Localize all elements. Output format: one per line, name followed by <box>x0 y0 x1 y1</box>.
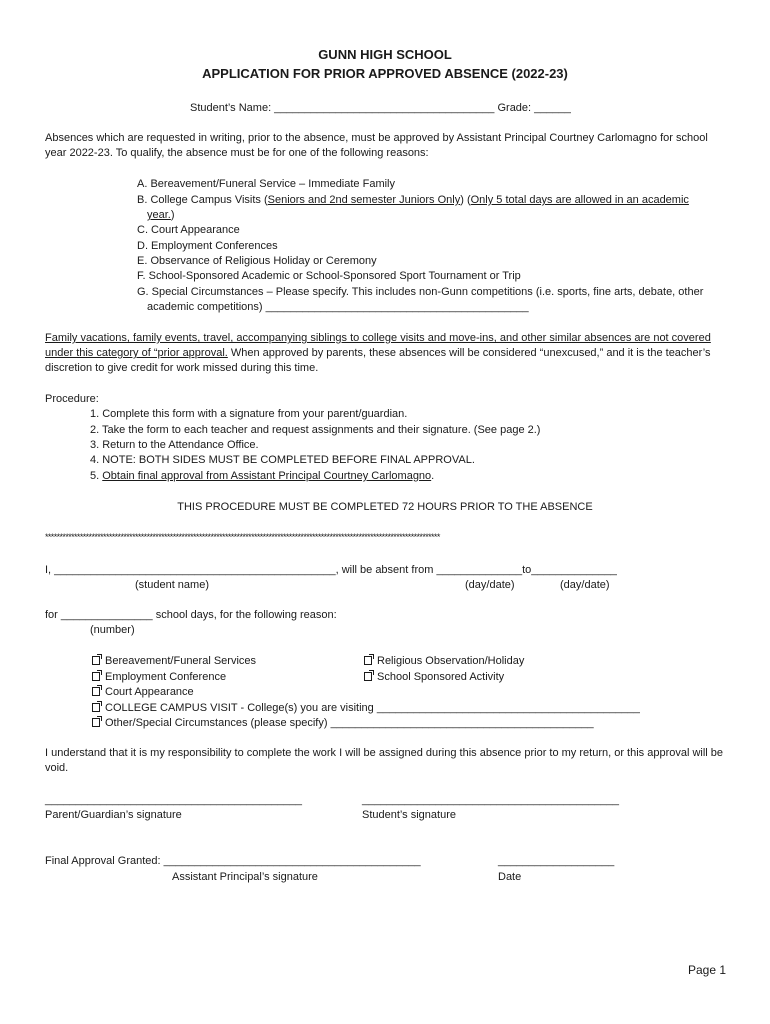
student-signature-label: Student’s signature <box>362 809 456 821</box>
checkbox-religious[interactable]: Religious Observation/Holiday <box>364 654 524 669</box>
checkbox-court[interactable]: Court Appearance <box>92 685 194 700</box>
intro-paragraph: Absences which are requested in writing, prior to the absence, must be approved by Assistant Principal Courtney Carlomagno for school year 2022-23. To qualify, the absence must be for one of the following reasons: <box>45 132 708 159</box>
reason-f: F. School-Sponsored Academic or School-Sponsored Sport Tournament or Trip <box>137 270 521 282</box>
checkbox-icon <box>92 687 100 696</box>
parent-signature-line: __________________________________________ <box>45 794 302 806</box>
student-name-label: (student name) <box>135 579 209 591</box>
form-title: APPLICATION FOR PRIOR APPROVED ABSENCE (2022-23) <box>202 66 568 81</box>
checkbox-icon <box>364 656 372 665</box>
parent-signature-label: Parent/Guardian’s signature <box>45 809 182 821</box>
checkbox-school-activity[interactable]: School Sponsored Activity <box>364 670 504 685</box>
checkbox-icon <box>92 656 100 665</box>
checkbox-icon <box>364 672 372 681</box>
procedure-step-2: 2. Take the form to each teacher and request assignments and their signature. (See page 2.) <box>90 424 541 436</box>
reason-b: B. College Campus Visits (Seniors and 2nd semester Juniors Only) (Only 5 total days are allowed in an academic <box>137 194 689 206</box>
page-number: Page 1 <box>688 963 727 977</box>
absence-line: I, ______________________________________________, will be absent from ______________to______________ <box>45 564 617 576</box>
final-approval-line: Final Approval Granted: __________________________________________ <box>45 855 421 867</box>
reason-e: E. Observance of Religious Holiday or Ceremony <box>137 255 377 267</box>
procedure-step-5: 5. Obtain final approval from Assistant Principal Courtney Carlomagno. <box>90 470 435 482</box>
date-label: Date <box>498 871 522 883</box>
school-days-line: for _______________ school days, for the following reason: <box>45 609 337 621</box>
checkbox-bereavement[interactable]: Bereavement/Funeral Services <box>92 654 256 669</box>
reason-a: A. Bereavement/Funeral Service – Immediate Family <box>137 178 395 190</box>
student-signature-line: __________________________________________ <box>362 794 619 806</box>
reason-g: G. Special Circumstances – Please specify. This includes non-Gunn competitions (i.e. sports, fine arts, debate, other <box>137 286 704 298</box>
reason-g-continued: academic competitions) ___________________________________________ <box>147 301 529 313</box>
to-date-label: (day/date) <box>560 579 610 591</box>
checkbox-icon <box>92 672 100 681</box>
procedure-step-1: 1. Complete this form with a signature from your parent/guardian. <box>90 408 408 420</box>
reason-b-continued: year.) <box>147 209 175 221</box>
procedure-label: Procedure: <box>45 393 99 405</box>
separator-line: **************************************************************************************************************************************** <box>45 532 440 542</box>
checkbox-college-visit[interactable]: COLLEGE CAMPUS VISIT - College(s) you are visiting ___________________________________________ <box>92 701 640 716</box>
checkbox-employment[interactable]: Employment Conference <box>92 670 226 685</box>
date-signature-line: ___________________ <box>498 855 615 867</box>
checkbox-icon <box>92 703 100 712</box>
procedure-step-4: 4. NOTE: BOTH SIDES MUST BE COMPLETED BEFORE FINAL APPROVAL. <box>90 454 475 466</box>
checkbox-other[interactable]: Other/Special Circumstances (please specify) ___________________________________________ <box>92 716 594 731</box>
from-date-label: (day/date) <box>465 579 515 591</box>
procedure-step-3: 3. Return to the Attendance Office. <box>90 439 259 451</box>
ap-signature-label: Assistant Principal’s signature <box>172 871 318 883</box>
checkbox-icon <box>92 718 100 727</box>
number-label: (number) <box>90 624 135 636</box>
reason-d: D. Employment Conferences <box>137 240 278 252</box>
reason-c: C. Court Appearance <box>137 224 240 236</box>
student-name-grade-line: Student’s Name: ____________________________________ Grade: ______ <box>190 102 571 114</box>
deadline-notice: THIS PROCEDURE MUST BE COMPLETED 72 HOURS PRIOR TO THE ABSENCE <box>177 501 593 513</box>
school-name: GUNN HIGH SCHOOL <box>318 47 452 62</box>
understanding-statement: I understand that it is my responsibility to complete the work I will be assigned during this absence prior to my return, or this approval will be void. <box>45 747 724 774</box>
notice-paragraph: Family vacations, family events, travel, accompanying siblings to college visits and move-ins, and other similar absences are not covered under this category of “prior approval. When approved by parents, these absences will be considered “unexcused,” and it is the teacher’s discretion to give credit for work missed during this time. <box>45 332 711 374</box>
